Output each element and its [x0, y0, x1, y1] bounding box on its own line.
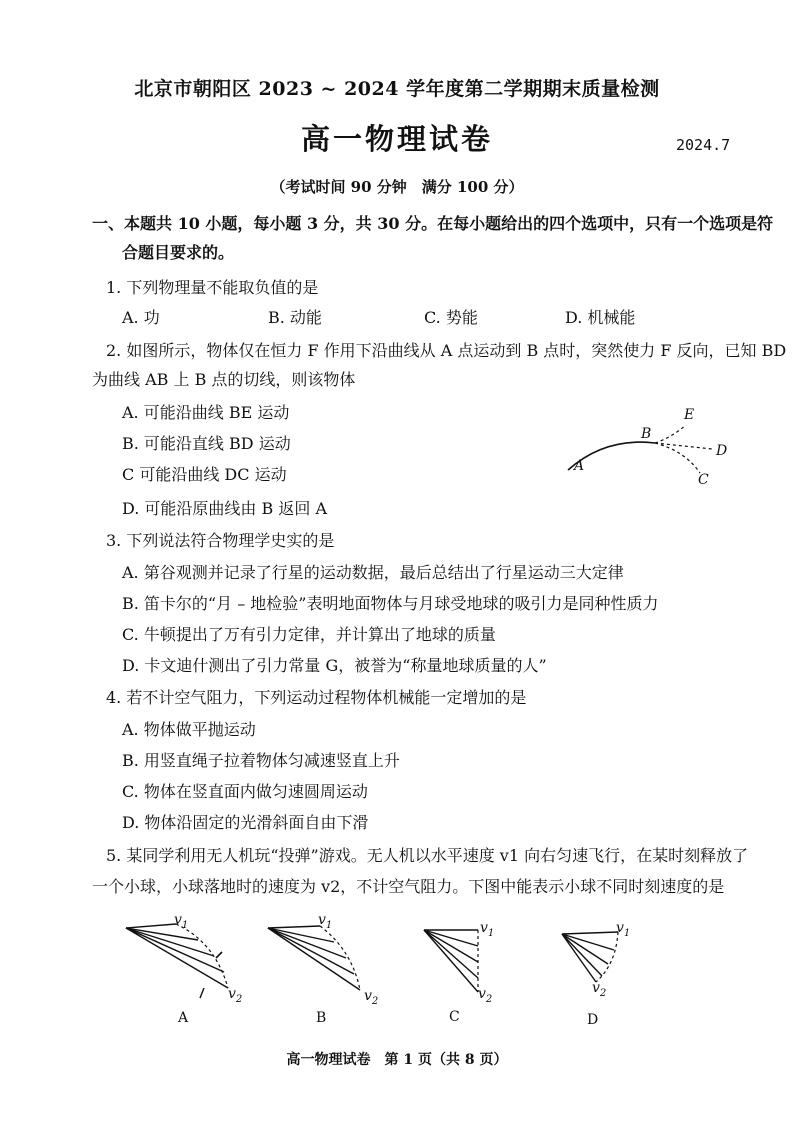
q2-option-b: B. 可能沿直线 BD 运动	[122, 434, 291, 453]
q2-label-c: C	[698, 472, 709, 488]
q1-stem: 1. 下列物理量不能取负值的是	[106, 278, 319, 297]
q5-label-c: C	[449, 1009, 460, 1025]
school-header: 北京市朝阳区 2023 ~ 2024 学年度第二学期期末质量检测	[134, 78, 660, 100]
q4-option-a: A. 物体做平抛运动	[122, 720, 256, 739]
exam-title: 高一物理试卷	[300, 122, 493, 156]
q2-label-b: B	[641, 426, 652, 442]
q5a-v1: $v_1$	[174, 912, 189, 931]
q3-option-b: B. 笛卡尔的“月 – 地检验”表明地面物体与月球受地球的吸引力是同种性质力	[122, 594, 659, 613]
q5b-v2: $v_2$	[364, 988, 379, 1007]
q2-label-e: E	[684, 407, 695, 423]
q1-option-b: B. 动能	[268, 308, 322, 327]
q2-stem-line1: 2. 如图所示，物体仅在恒力 F 作用下沿曲线从 A 点运动到 B 点时，突然使力 F 反向，已知 BD	[106, 341, 787, 360]
q2-label-a: A	[574, 458, 585, 474]
q2-stem-line2: 为曲线 AB 上 B 点的切线，则该物体	[92, 370, 356, 389]
section1-intro-line1: 一、本题共 10 小题，每小题 3 分，共 30 分。在每小题给出的四个选项中，只有一个选项是符	[92, 214, 774, 233]
q5b-v1: $v_1$	[318, 912, 333, 931]
q5-stem-line1: 5. 某同学利用无人机玩“投弹”游戏。无人机以水平速度 v1 向右匀速飞行，在某时刻释放了	[106, 846, 749, 865]
q4-option-c: C. 物体在竖直面内做匀速圆周运动	[122, 782, 368, 801]
q5d-v1: $v_1$	[616, 920, 631, 939]
q3-option-a: A. 第谷观测并记录了行星的运动数据，最后总结出了行星运动三大定律	[122, 563, 624, 582]
q3-option-c: C. 牛顿提出了万有引力定律，并计算出了地球的质量	[122, 625, 496, 644]
q1-option-c: C. 势能	[424, 308, 478, 327]
q5-label-a: A	[178, 1010, 189, 1026]
q5d-v2: $v_2$	[592, 980, 607, 999]
q4-option-b: B. 用竖直绳子拉着物体匀减速竖直上升	[122, 751, 400, 770]
q3-stem: 3. 下列说法符合物理学史实的是	[106, 531, 335, 550]
exam-date: 2024.7	[676, 136, 731, 154]
q4-option-d: D. 物体沿固定的光滑斜面自由下滑	[122, 813, 369, 832]
q5c-v2: $v_2$	[478, 986, 493, 1005]
q5-stem-line2: 一个小球，小球落地时的速度为 v2，不计空气阻力。下图中能表示小球不同时刻速度的是	[92, 877, 725, 896]
q2-option-d: D. 可能沿原曲线由 B 返回 A	[122, 499, 328, 518]
section1-intro-line2: 合题目要求的。	[122, 243, 235, 262]
q4-stem: 4. 若不计空气阻力，下列运动过程物体机械能一定增加的是	[106, 688, 527, 707]
q1-option-a: A. 功	[122, 308, 160, 327]
q2-option-c: C 可能沿曲线 DC 运动	[122, 465, 287, 484]
q5-label-d: D	[587, 1012, 599, 1028]
q1-option-d: D. 机械能	[565, 308, 636, 327]
q5a-v2: $v_2$	[228, 986, 243, 1005]
q2-label-d: D	[716, 443, 728, 459]
time-note: （考试时间 90 分钟 满分 100 分）	[270, 178, 524, 196]
q3-option-d: D. 卡文迪什测出了引力常量 G，被誉为“称量地球质量的人”	[122, 656, 547, 675]
q5c-v1: $v_1$	[480, 920, 495, 939]
q2-option-a: A. 可能沿曲线 BE 运动	[122, 403, 290, 422]
q5-label-b: B	[316, 1010, 327, 1026]
curve-be	[655, 425, 688, 443]
page-footer: 高一物理试卷 第 1 页（共 8 页）	[286, 1052, 508, 1068]
